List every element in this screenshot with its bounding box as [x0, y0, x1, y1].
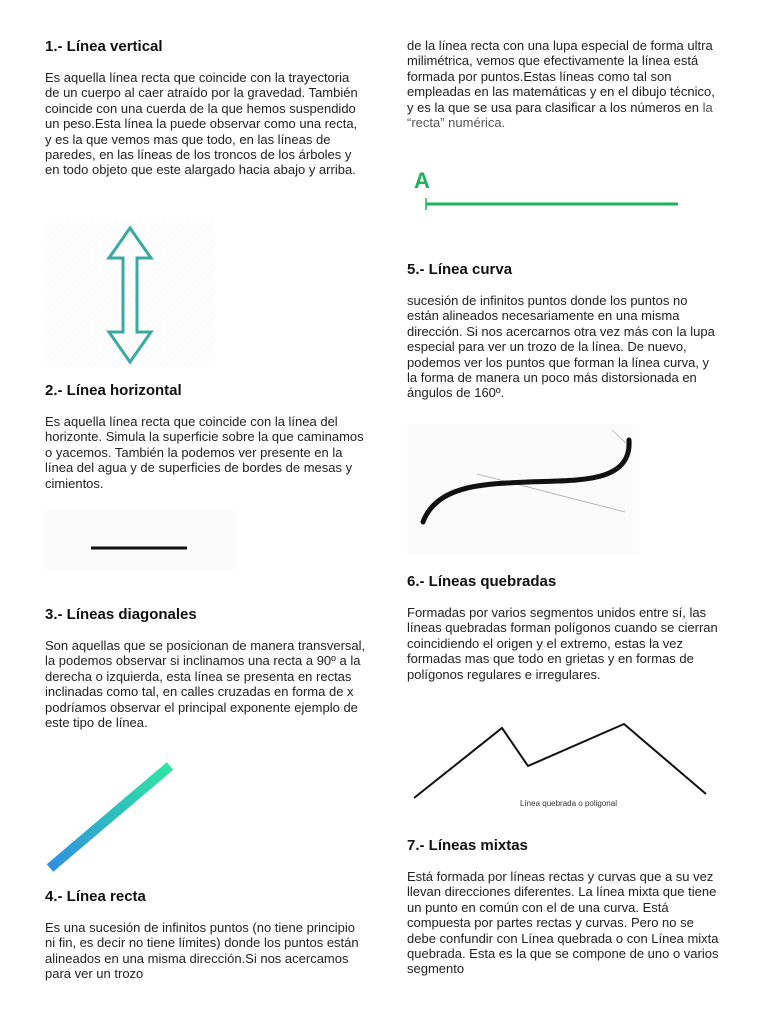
- vertical-double-arrow-figure: [45, 222, 215, 367]
- heading-lineas-quebradas: 6.- Líneas quebradas: [407, 573, 557, 590]
- heading-linea-curva: 5.- Línea curva: [407, 261, 513, 278]
- broken-line-caption: Línea quebrada o poligonal: [520, 799, 617, 808]
- curved-line-figure: [407, 424, 639, 554]
- horizontal-line-figure: [45, 510, 235, 570]
- body-linea-recta-continued-tail: la “recta” numérica.: [407, 99, 713, 131]
- body-linea-recta-continued: [407, 38, 722, 130]
- body-lineas-mixtas: Está formada por líneas rectas y curvas que a su vez llevan direcciones diferentes. La línea mixta que tiene un punto en común con el de una curva. Está compuesta por partes rectas y curvas. Pero no se debe confundir con Línea quebrada o con Línea mixta quebrada. Esta es la que se compone de uno o varios segmento: [407, 869, 719, 977]
- heading-lineas-mixtas: 7.- Líneas mixtas: [407, 837, 528, 854]
- body-lineas-diagonales: Son aquellas que se posicionan de manera transversal, la podemos observar si inclinamos una recta a 90º a la derecha o izquierda, esta línea se presenta en rectas inclinadas como tal, en calles cruzadas en forma de x podríamos observar el principal exponente ejemplo de este tipo de línea.: [45, 638, 366, 731]
- body-lineas-quebradas: Formadas por varios segmentos unidos entre sí, las líneas quebradas forman polígonos cuando se cierran coincidiendo el origen y el extremo, estas la vez formadas mas que todo en grietas y en formas de polígonos regulares e irregulares.: [407, 605, 718, 682]
- body-linea-horizontal: Es aquella línea recta que coincide con la línea del horizonte. Simula la superficie sobre la que caminamos o yacemos. También la podemos ver presente en la línea del agua y de superficies de bordes de mesas y cimientos.: [45, 414, 364, 491]
- body-linea-curva: sucesión de infinitos puntos donde los puntos no están alineados necesariamente en una misma dirección. Si nos acercarnos otra vez más con la lupa especial para ver un trozo de la línea. De nuevo, podemos ver los puntos que forman la línea curva, y la forma de manera un poco más distorsionada en ángulos de 160º.: [407, 293, 715, 401]
- broken-line-figure: [410, 718, 710, 808]
- heading-lineas-diagonales: 3.- Líneas diagonales: [45, 606, 197, 623]
- diagonal-line-figure: [40, 756, 190, 876]
- heading-linea-horizontal: 2.- Línea horizontal: [45, 382, 182, 399]
- straight-line-figure: [422, 197, 682, 211]
- body-linea-vertical: Es aquella línea recta que coincide con la trayectoria de un cuerpo al caer atraído por la gravedad. También coincide con una cuerda de la que hemos suspendido un peso.Esta línea la puede observar como una recta, y es la que vemos mas que todo, en las líneas de paredes, en las líneas de los troncos de los árboles y en todo objeto que este alargado hacia abajo y arriba.: [45, 70, 358, 178]
- heading-linea-recta: 4.- Línea recta: [45, 888, 146, 905]
- body-linea-recta-continued-text: de la línea recta con una lupa especial de forma ultra milimétrica, vemos que efectivamente la línea está formada por puntos.Estas líneas como tal son empleadas en las matemáticas y en el dibujo técnico, y es la que se usa para clasificar a los números en: [407, 38, 715, 115]
- straight-line-label: A: [414, 168, 430, 193]
- heading-linea-vertical: 1.- Línea vertical: [45, 38, 163, 55]
- body-linea-recta: Es una sucesión de infinitos puntos (no tiene principio ni fin, es decir no tiene límites) donde los puntos están alineados en una misma dirección.Si nos acercamos para ver un trozo: [45, 920, 359, 982]
